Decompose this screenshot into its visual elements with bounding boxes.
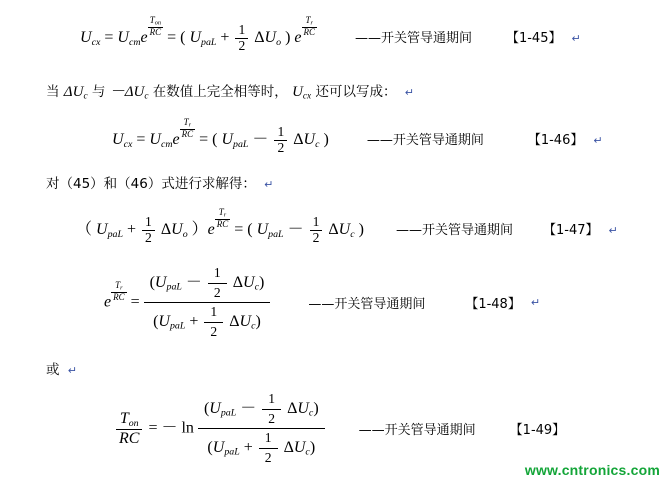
exponent-minus-t-over-rc: $\frac{Tr}{RC}$ [216, 207, 229, 230]
paragraph-mark: ↵ [593, 133, 603, 147]
equation-1-48-note: ——开关管导通期间 [308, 297, 426, 313]
equation-1-46 [112, 118, 603, 155]
equation-1-45-body: $U_{cx} = U_{cm}e$ $\frac{\text{Ton}}{RC}$ = ( $U_{paL}$ + $\frac{1}{2}$ $\Delta U_o$ ) e $\frac{Tr}{RC}$ [80, 15, 315, 53]
paragraph-mark: ↵ [404, 86, 414, 99]
equation-1-47-body: （ $U_{paL}$ + $\frac{1}{2}$ $\Delta U_o$ ）e $\frac{Tr}{RC}$ = ( $U_{paL}$ － $\frac{1}{2}$ $\Delta U_c$ ) [76, 207, 364, 245]
paragraph-mark: ↵ [67, 364, 78, 377]
equation-1-49 [114, 392, 565, 466]
exponent-minus-ton-over-rc: $\frac{\text{Ton}}{RC}$ [149, 15, 162, 38]
equation-1-46-tag: 【1-46】 [527, 132, 584, 148]
equation-1-49-note: ——开关管导通期间 [358, 423, 476, 439]
text-line-1-part-b: 与 [91, 84, 106, 100]
equation-1-49-tag: 【1-49】 [509, 423, 566, 439]
paragraph-mark: ↵ [530, 296, 541, 310]
text-line-3-content: 或 [46, 362, 60, 378]
watermark: www.cntronics.com [524, 462, 660, 478]
exponent-minus-t-over-rc: $\frac{Tr}{RC}$ [303, 15, 315, 38]
ratio-fraction: ($U_{paL}$ － $\frac{1}{2}$ $\Delta U_c$) ($U_{paL}$ + $\frac{1}{2}$ $\Delta U_c$) [198, 392, 325, 466]
text-line-3 [46, 358, 77, 378]
equation-1-47 [76, 208, 618, 245]
equation-1-45-tag: 【1-45】 [505, 30, 562, 46]
paragraph-mark: ↵ [608, 223, 618, 237]
equation-1-47-tag: 【1-47】 [542, 222, 599, 238]
paragraph-mark: ↵ [264, 178, 274, 191]
equation-1-48 [104, 266, 540, 340]
text-line-1-part-c: 在数值上完全相等时， [152, 84, 288, 100]
text-line-2-content: 对（45）和（46）式进行求解得： [46, 176, 256, 192]
text-line-1-part-d: 还可以写成： [315, 84, 397, 100]
exponent-minus-t-over-rc: $\frac{Tr}{RC}$ [181, 117, 194, 140]
ratio-fraction: ($U_{paL}$ － $\frac{1}{2}$ $\Delta U_c$) ($U_{paL}$ + $\frac{1}{2}$ $\Delta U_c$) [144, 266, 271, 340]
equation-1-45-note: ——开关管导通期间 [354, 30, 472, 46]
equation-1-46-body: $U_{cx} = U_{cm}e$ $\frac{Tr}{RC}$ = ( $U_{paL}$ － $\frac{1}{2}$ $\Delta U_c$ ) [112, 117, 329, 155]
text-line-1-part-a: 当 [46, 84, 60, 100]
text-line-1: 当 $\Delta U_c$ 与 $-\Delta U_c$ 在数值上完全相等时， $U_{cx}$ 还可以写成： ↵ [46, 84, 414, 102]
exponent-minus-t-over-rc: $\frac{Tr}{RC}$ [113, 279, 125, 302]
equation-1-48-tag: 【1-48】 [465, 297, 521, 313]
equation-1-46-note: ——开关管导通期间 [366, 132, 484, 148]
equation-1-49-body: $\frac{T_{on}}{RC}$ = － ln ($U_{paL}$ － $\frac{1}{2}$ $\Delta U_c$) ($U_{paL}$ + $\frac{1}{2}$ $\Delta U_c$) [114, 392, 325, 466]
paragraph-mark: ↵ [571, 31, 581, 45]
equation-1-45 [80, 16, 581, 53]
equation-1-48-body: e $\frac{Tr}{RC}$ = ($U_{paL}$ － $\frac{1}{2}$ $\Delta U_c$) ($U_{paL}$ + $\frac{1}{2}$ $\Delta U_c$) [104, 266, 270, 340]
text-line-2 [46, 172, 273, 192]
equation-1-47-note: ——开关管导通期间 [395, 222, 513, 238]
